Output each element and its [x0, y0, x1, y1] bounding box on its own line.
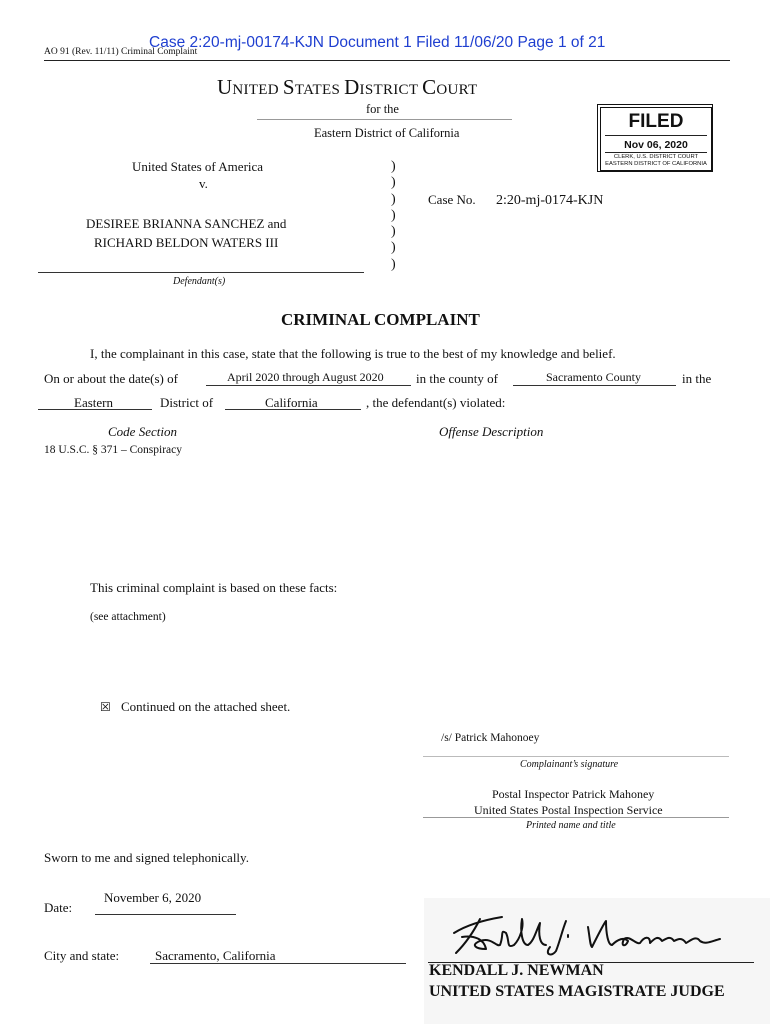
ecf-header-stamp: Case 2:20-mj-00174-KJN Document 1 Filed 11/06/20 Page 1 of 21 [149, 34, 606, 51]
complainant-sig-rule [423, 756, 729, 757]
court-title: UNITED STATES DISTRICT COURT [217, 75, 478, 99]
defendant-rule [38, 272, 364, 273]
caption-paren: ) [391, 192, 396, 207]
county-rule [513, 385, 676, 386]
district-name: Eastern District of California [314, 126, 460, 140]
see-attachment: (see attachment) [90, 611, 166, 623]
complainant-name-line-2: United States Postal Inspection Service [474, 803, 663, 817]
filed-rule-2 [605, 152, 707, 153]
state-value: California [265, 395, 318, 410]
based-on-text: This criminal complaint is based on these facts: [90, 580, 338, 595]
case-no-label: Case No. [428, 192, 476, 207]
judge-signature-image [440, 905, 740, 965]
complainant-signature: /s/ Patrick Mahonoey [441, 732, 540, 744]
filed-stamp [597, 104, 713, 172]
form-id: AO 91 (Rev. 11/11) Criminal Complaint [44, 47, 198, 57]
date-rule [95, 914, 236, 915]
printed-name-label: Printed name and title [526, 820, 616, 831]
filed-clerk-2: EASTERN DISTRICT OF CALIFORNIA [605, 161, 707, 167]
offense-header: Offense Description [439, 424, 544, 439]
caption-paren: ) [391, 240, 396, 255]
defendant-line-1: DESIREE BRIANNA SANCHEZ and [86, 216, 287, 231]
city-label: City and state: [44, 948, 120, 963]
defendant-label: Defendant(s) [173, 276, 226, 287]
case-no: 2:20-mj-0174-KJN [496, 193, 604, 208]
header-rule [44, 60, 730, 61]
code-section-value: 18 U.S.C. § 371 – Conspiracy [44, 444, 182, 456]
complaint-title: CRIMINAL COMPLAINT [281, 310, 480, 329]
complainant-name-rule [423, 817, 729, 818]
dates-rule [206, 385, 411, 386]
continued-label: Continued on the attached sheet. [121, 699, 291, 714]
code-section-header: Code Section [108, 424, 177, 439]
county-value: Sacramento County [546, 370, 641, 384]
filed-clerk-1: CLERK, U.S. DISTRICT COURT [613, 154, 699, 160]
complainant-name-line-1: Postal Inspector Patrick Mahoney [492, 787, 655, 801]
district-dir-value: Eastern [74, 395, 113, 410]
district-rule [257, 119, 512, 120]
defendant-line-2: RICHARD BELDON WATERS III [94, 235, 279, 250]
date-label: Date: [44, 900, 73, 915]
dates-value: April 2020 through August 2020 [227, 370, 384, 384]
on-or-about-label: On or about the date(s) of [44, 371, 178, 386]
in-the-label: in the [682, 371, 712, 386]
caption-paren: ) [391, 208, 396, 223]
filed-rule [605, 135, 707, 136]
caption-paren: ) [391, 257, 396, 272]
judge-title: UNITED STATES MAGISTRATE JUDGE [429, 983, 725, 1000]
complaint-intro: I, the complainant in this case, state that the following is true to the best of my knowledge and belief. [90, 346, 616, 361]
date-value: November 6, 2020 [104, 890, 202, 905]
for-the: for the [366, 102, 399, 116]
complainant-sig-label: Complainant’s signature [520, 759, 619, 770]
caption-paren: ) [391, 175, 396, 190]
city-value: Sacramento, California [155, 948, 276, 963]
county-label: in the county of [416, 371, 498, 386]
continued-checkbox[interactable]: ☒ [100, 700, 111, 714]
caption-paren: ) [391, 224, 396, 239]
filed-date: Nov 06, 2020 [624, 139, 688, 151]
judge-name: KENDALL J. NEWMAN [429, 962, 604, 979]
city-rule [150, 963, 406, 964]
sworn-text: Sworn to me and signed telephonically. [44, 850, 249, 865]
violated-label: , the defendant(s) violated: [366, 395, 506, 410]
district-of-label: District of [160, 395, 214, 410]
versus: v. [199, 176, 208, 191]
caption-paren: ) [391, 159, 396, 174]
filed-label: FILED [628, 111, 684, 132]
plaintiff: United States of America [132, 159, 264, 174]
